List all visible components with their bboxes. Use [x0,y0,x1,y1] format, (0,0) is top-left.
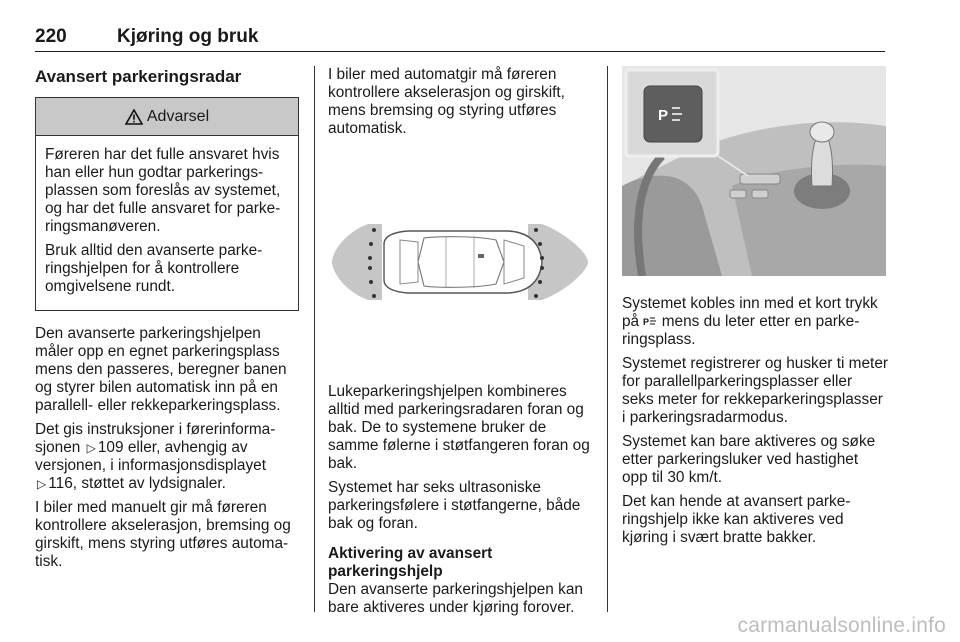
paragraph: Systemet har seks ultrasoniske parkeringsfølere i støtfangerne, både bak og foran. [328,479,581,532]
warning-triangle-icon [125,109,143,125]
warning-body [36,136,298,310]
column-1 [35,66,299,577]
park-assist-icon [643,315,657,327]
paragraph: Det kan hende at avansert parkeringshjelp ikke kan aktiveres ved kjøring i svært bratte bakker. [622,493,851,546]
column-divider-1 [314,66,315,612]
parking-sensor-diagram [328,158,592,366]
svg-text:P: P [658,107,669,124]
warning-paragraph-2: Bruk alltid den avanserte parkeringshjelpen for å kontrollere omgivelsene rundt. [45,242,263,295]
paragraph: Systemet kan bare aktiveres og søke etter parkeringsluker ved hastighet opp til 30 km/t. [622,433,876,486]
paragraph-with-icon: Systemet kobles inn med et kort trykk på P mens du leter etter en parkeringsplass. [622,295,878,348]
section-title: Avansert parkeringsradar [35,67,242,86]
paragraph: Den avanserte parkeringshjelpen kan bare aktiveres under kjøring forover. [328,581,583,616]
parking-button-photo [622,66,886,276]
warning-box [35,97,299,311]
warning-paragraph-1: Føreren har det fulle ansvaret hvis han eller hun godtar parkeringsplassen som foreslås av systemet, og har det fulle ansvaret for parkeringsmanøveren. [45,146,281,235]
paragraph: I biler med manuelt gir må føreren kontrollere akselerasjon, bremsing og girskift, mens styring utføres automatisk. [35,499,291,570]
warning-header [36,98,298,136]
column-2 [328,66,594,623]
column-divider-2 [607,66,608,612]
page-number: 220 [35,26,67,47]
paragraph: I biler med automatgir må føreren kontrollere akselerasjon og girskift, mens bremsing og styring utføres automatisk. [328,66,565,137]
paragraph-with-refs: Det gis instruksjoner i førerinformasjonen ▷ 109 eller, avhengig av versjonen, i informasjonsdisplayet ▷ 116, støttet av lydsignaler. [35,421,276,492]
page-ref-arrow-icon: ▷ [86,441,96,455]
watermark: carmanualsonline.info [737,614,946,637]
paragraph: Systemet registrerer og husker ti meter for parallellparkeringsplasser eller seks meter for rekkeparkeringsplasser i parkeringsradarmodus. [622,355,889,426]
subheading: Aktivering av avansert parkeringshjelp [328,545,493,580]
column-3 [622,66,888,553]
page-header [35,26,885,52]
paragraph: Den avanserte parkeringshjelpen måler opp en egnet parkeringsplass mens den passeres, beregner banen og styrer bilen automatisk inn på en parallell- eller rekkeparkeringsplass. [35,325,287,414]
chapter-title: Kjøring og bruk [117,26,259,47]
car-top-view-icon [384,231,542,293]
svg-text:P: P [643,317,650,327]
warning-title: Advarsel [146,107,210,125]
page-ref-arrow-icon: ▷ [37,477,47,491]
paragraph: Lukeparkeringshjelpen kombineres alltid med parkeringsradaren foran og bak. De to systemene bruker de samme følerne i støtfangeren foran og bak. [328,383,590,472]
rear-sensor-zone [332,224,382,300]
